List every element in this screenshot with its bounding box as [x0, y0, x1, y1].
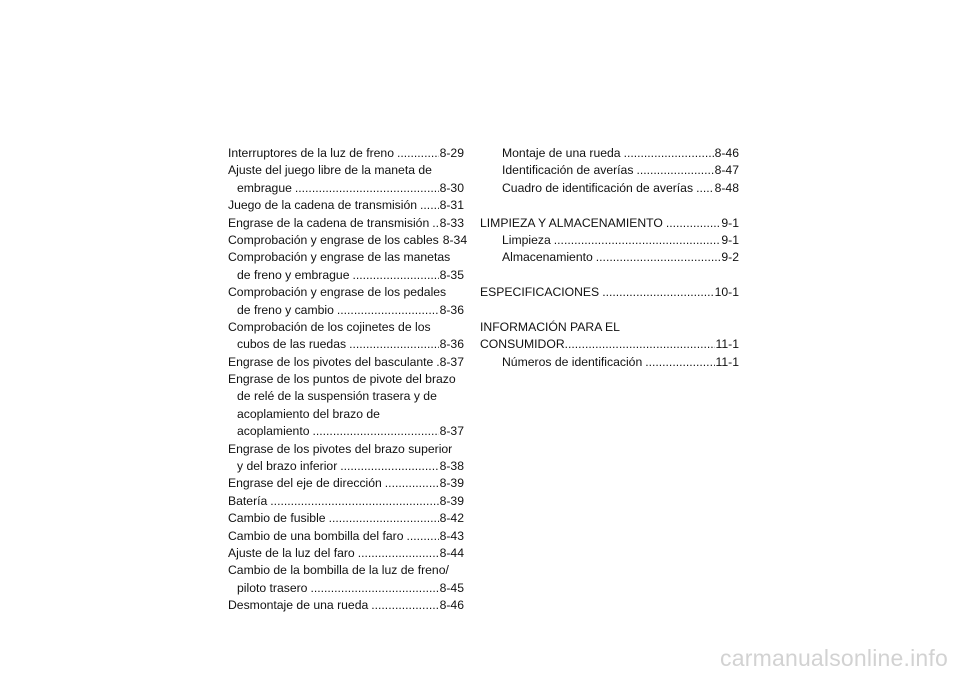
toc-entry[interactable] — [228, 545, 464, 562]
toc-entry-title: Comprobación de los cojinetes de los — [228, 319, 431, 334]
toc-entry-title: Batería — [228, 493, 268, 508]
toc-entry-title: acoplamiento — [237, 424, 310, 439]
toc-entry — [228, 284, 464, 301]
toc-gap — [480, 302, 739, 319]
toc-dot-leader — [432, 215, 438, 232]
toc-entry[interactable] — [228, 197, 464, 214]
toc-entry-page: 8-37 — [439, 354, 464, 369]
toc-entry[interactable] — [228, 510, 464, 527]
toc-entry-page: 8-31 — [439, 198, 464, 213]
toc-dot-leader — [358, 545, 439, 562]
toc-entry-page: 8-33 — [439, 215, 464, 230]
toc-entry-title: Comprobación y engrase de los cables — [228, 232, 439, 247]
toc-entry-page: 8-42 — [439, 511, 464, 526]
toc-entry-page: 8-35 — [439, 267, 464, 282]
toc-entry[interactable] — [228, 267, 464, 284]
toc-entry-title: Limpieza — [502, 232, 551, 247]
toc-entry-title: Almacenamiento — [502, 250, 593, 265]
toc-entry-title: embrague — [237, 180, 292, 195]
toc-entry-title: Montaje de una rueda — [502, 146, 621, 160]
toc-entry[interactable] — [480, 162, 739, 179]
toc-entry[interactable] — [228, 336, 464, 353]
toc-entry-page: 8-36 — [439, 337, 464, 352]
toc-entry-page: 9-1 — [721, 232, 739, 247]
toc-entry-page: 8-44 — [439, 545, 464, 560]
toc-entry — [228, 388, 464, 405]
toc-dot-leader — [385, 475, 439, 492]
toc-entry — [228, 562, 464, 579]
toc-dot-leader — [352, 267, 438, 284]
toc-entry[interactable] — [228, 580, 464, 597]
toc-entry-title: Engrase de la cadena de transmisión — [228, 215, 430, 230]
toc-entry-page: 8-47 — [714, 163, 739, 178]
toc-dot-leader — [371, 597, 438, 614]
toc-entry-page: 8-43 — [439, 528, 464, 543]
toc-entry[interactable] — [480, 232, 739, 249]
toc-dot-leader — [349, 336, 439, 353]
toc-entry[interactable] — [228, 180, 464, 197]
toc-entry-title: Engrase de los pivotes del basculante — [228, 354, 434, 369]
toc-entry[interactable] — [480, 180, 739, 197]
toc-entry[interactable] — [228, 302, 464, 319]
toc-entry-page: 9-2 — [721, 250, 739, 265]
toc-entry[interactable] — [480, 215, 739, 232]
toc-entry[interactable] — [480, 249, 739, 266]
toc-entry-title: CONSUMIDOR — [480, 337, 565, 352]
toc-dot-leader — [337, 302, 439, 319]
toc-entry-title: Desmontaje de una rueda — [228, 598, 369, 613]
toc-dot-leader — [636, 162, 713, 179]
toc-dot-leader — [645, 354, 714, 371]
toc-entry-title: de relé de la suspensión trasera y de — [237, 389, 437, 404]
toc-entry-title: LIMPIEZA Y ALMACENAMIENTO — [480, 215, 663, 230]
toc-entry[interactable] — [228, 493, 464, 510]
toc-entry-page: 8-30 — [439, 180, 464, 195]
toc-dot-leader — [313, 423, 439, 440]
toc-dot-leader — [596, 249, 721, 266]
toc-entry-title: Cambio de la bombilla de la luz de freno/ — [228, 563, 449, 578]
toc-entry-title: Interruptores de la luz de freno — [228, 146, 394, 160]
toc-entry-title: Comprobación y engrase de los pedales — [228, 285, 447, 300]
toc-entry-page: 8-46 — [714, 146, 739, 160]
toc-entry-page: 11-1 — [715, 354, 739, 369]
toc-entry[interactable] — [228, 145, 464, 162]
toc-dot-leader — [666, 215, 721, 232]
toc-dot-leader — [310, 580, 438, 597]
toc-entry[interactable] — [228, 597, 464, 614]
toc-entry-title: Engrase del eje de dirección — [228, 476, 382, 491]
toc-entry-page: 11-1 — [715, 337, 739, 352]
toc-entry-page: 9-1 — [721, 215, 739, 230]
toc-entry-title: de freno y embrague — [237, 267, 350, 282]
toc-entry-title: Números de identificación — [502, 354, 643, 369]
toc-dot-leader — [565, 336, 715, 353]
toc-entry-title: Identificación de averías — [502, 163, 634, 178]
toc-entry — [228, 319, 464, 336]
toc-dot-leader — [340, 458, 438, 475]
toc-entry-page: 8-37 — [439, 424, 464, 439]
toc-entry-page: 8-39 — [439, 493, 464, 508]
toc-entry-title: y del brazo inferior — [237, 459, 338, 474]
toc-gap — [480, 267, 739, 284]
toc-entry-title: Cambio de una bombilla del faro — [228, 528, 404, 543]
toc-entry — [228, 249, 464, 266]
toc-entry-title: cubos de las ruedas — [237, 337, 347, 352]
toc-entry[interactable] — [480, 145, 739, 162]
toc-entry-title: Comprobación y engrase de las manetas — [228, 250, 451, 265]
toc-right-column — [480, 145, 739, 371]
toc-entry — [228, 441, 464, 458]
toc-entry-page: 8-34 — [442, 232, 468, 247]
toc-dot-leader — [329, 510, 439, 527]
toc-dot-leader — [624, 145, 714, 162]
toc-entry[interactable] — [228, 423, 464, 440]
toc-entry[interactable] — [480, 284, 739, 301]
toc-entry-title: Juego de la cadena de transmisión — [228, 198, 418, 213]
toc-entry-title: Ajuste del juego libre de la maneta de — [228, 163, 432, 178]
toc-entry-page: 8-38 — [439, 459, 464, 474]
toc-entry-title: INFORMACIÓN PARA EL — [480, 319, 620, 334]
toc-dot-leader — [696, 180, 714, 197]
toc-entry[interactable] — [228, 475, 464, 492]
toc-entry — [480, 319, 739, 336]
toc-dot-leader — [397, 145, 439, 162]
toc-dot-leader — [436, 354, 438, 371]
toc-dot-leader — [295, 180, 439, 197]
watermark: carmanualsonline.info — [720, 645, 948, 671]
toc-entry — [228, 162, 464, 179]
toc-entry-title: de freno y cambio — [237, 302, 334, 317]
toc-dot-leader — [270, 493, 438, 510]
toc-entry-title: Cuadro de identificación de averías — [502, 180, 694, 195]
toc-dot-leader — [420, 197, 439, 214]
toc-entry-page: 10-1 — [714, 285, 739, 300]
toc-entry-page: 8-46 — [439, 598, 464, 613]
toc-entry-title: ESPECIFICACIONES — [480, 285, 600, 300]
toc-left-column — [228, 145, 468, 615]
toc-entry-page: 8-45 — [439, 580, 464, 595]
toc-dot-leader — [406, 528, 438, 545]
toc-entry-title: acoplamiento del brazo de — [237, 406, 380, 421]
toc-entry[interactable] — [228, 458, 464, 475]
toc-entry — [228, 406, 464, 423]
toc-entry[interactable] — [228, 528, 464, 545]
toc-dot-leader — [602, 284, 713, 301]
toc-entry-page: 8-48 — [714, 180, 739, 195]
toc-entry-title: Engrase de los puntos de pivote del brazo — [228, 372, 456, 387]
toc-entry-title: piloto trasero — [237, 580, 308, 595]
toc-entry[interactable] — [480, 336, 739, 353]
toc-entry-title: Cambio de fusible — [228, 511, 326, 526]
toc-entry-page: 8-29 — [439, 146, 464, 160]
toc-dot-leader — [554, 232, 721, 249]
toc-entry[interactable] — [480, 354, 739, 371]
toc-entry-page: 8-39 — [439, 476, 464, 491]
toc-gap — [480, 197, 739, 214]
toc-entry — [228, 371, 464, 388]
toc-entry-page: 8-36 — [439, 302, 464, 317]
toc-entry-title: Engrase de los pivotes del brazo superior — [228, 441, 453, 456]
toc-entry[interactable] — [228, 354, 464, 371]
toc-entry[interactable] — [228, 215, 464, 232]
toc-entry[interactable] — [228, 232, 468, 249]
toc-entry-title: Ajuste de la luz del faro — [228, 545, 355, 560]
